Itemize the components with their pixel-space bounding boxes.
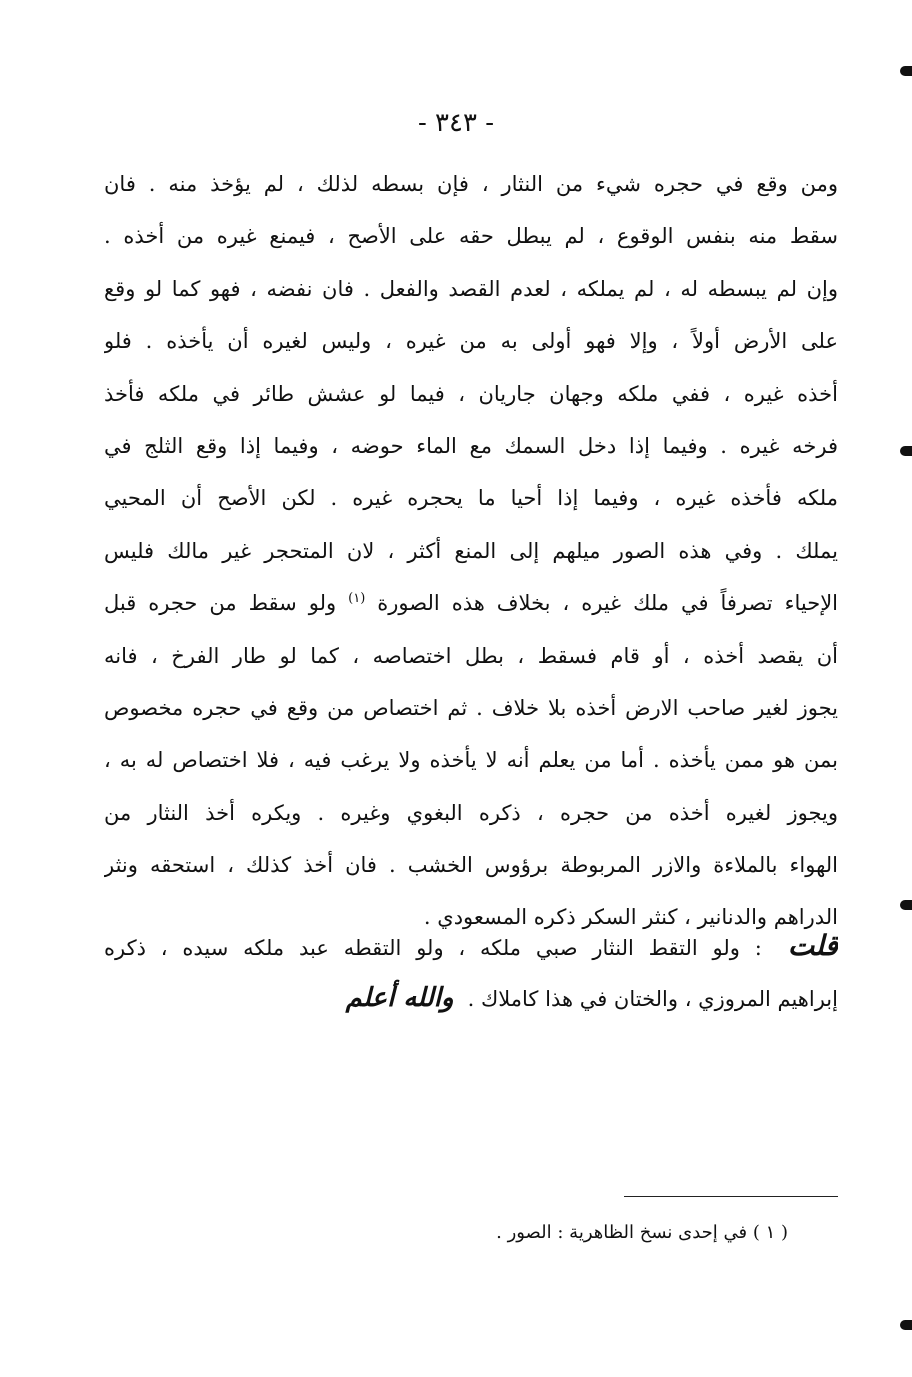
text-segment: : ولو التقط النثار صبي ملكه ، ولو التقطه عبد ملكه سيده ، ذكره bbox=[104, 936, 762, 960]
page-edge-mark bbox=[900, 446, 912, 456]
text-line: يجوز لغير صاحب الارض أخذه بلا خلاف . ثم اختصاص من وقع في حجره مخصوص bbox=[104, 695, 838, 720]
text-line: ويجوز لغيره أخذه من حجره ، ذكره البغوي وغيره . ويكره أخذ النثار من bbox=[104, 800, 838, 825]
closing-phrase: والله أعلم bbox=[345, 983, 454, 1014]
main-paragraph bbox=[104, 158, 838, 944]
text-line: أن يقصد أخذه ، أو قام فسقط ، بطل اختصاصه ، كما لو طار الفرخ ، فانه bbox=[104, 643, 838, 668]
footnote-reference[interactable]: (١) bbox=[348, 591, 366, 607]
text-line-with-footnote bbox=[104, 577, 838, 629]
page-edge-mark bbox=[900, 900, 912, 910]
text-line: الدراهم والدنانير ، كنثر السكر ذكره المسعودي . bbox=[423, 905, 838, 930]
text-line: أخذه غيره ، ففي ملكه وجهان جاريان ، فيما لو عشش طائر في ملكه فأخذ bbox=[104, 381, 838, 406]
text-line bbox=[104, 972, 838, 1024]
text-segment: ولو سقط من حجره قبل bbox=[104, 591, 349, 616]
footnote-divider bbox=[624, 1196, 838, 1197]
page-edge-mark bbox=[900, 66, 912, 76]
page-number: - ٣٤٣ - bbox=[417, 108, 495, 138]
text-line: على الأرض أولاً ، وإلا فهو أولى به من غيره ، وليس لغيره أن يأخذه . فلو bbox=[104, 329, 838, 354]
qult-paragraph bbox=[104, 920, 838, 1025]
text-line: ومن وقع في حجره شيء من النثار ، فإن بسطه لذلك ، لم يؤخذ منه . فان bbox=[104, 172, 838, 196]
text-line: يملك . وفي هذه الصور ميلهم إلى المنع أكثر ، لان المتحجر غير مالك فليس bbox=[104, 538, 838, 563]
text-segment: إبراهيم المروزي ، والختان في هذا كاملاك . bbox=[467, 987, 838, 1012]
text-segment: الإحياء تصرفاً في ملك غيره ، بخلاف هذه الصورة bbox=[377, 591, 838, 616]
text-line: بمن هو ممن يأخذه . أما من يعلم أنه لا يأخذه ولا يرغب فيه ، فلا اختصاص له به ، bbox=[104, 748, 838, 773]
page-edge-mark bbox=[900, 1320, 912, 1330]
qult-label: قلت bbox=[787, 929, 838, 962]
text-line: وإن لم يبسطه له ، لم يملكه ، لعدم القصد والفعل . فان نفضه ، فهو كما لو وقع bbox=[104, 276, 838, 301]
text-line bbox=[104, 920, 838, 972]
text-line: الهواء بالملاءة والازر المربوطة برؤوس الخشب . فان أخذ كذلك ، استحقه ونثر bbox=[104, 853, 838, 878]
text-line: فرخه غيره . وفيما إذا دخل السمك مع الماء حوضه ، وفيما إذا وقع الثلج في bbox=[104, 433, 838, 458]
text-line: ملكه فأخذه غيره ، وفيما إذا أحيا ما يحجره غيره . لكن الأصح أن المحيي bbox=[104, 486, 838, 511]
text-line: سقط منه بنفس الوقوع ، لم يبطل حقه على الأصح ، فيمنع غيره من أخذه . bbox=[104, 224, 838, 249]
footnote: ( ١ ) في إحدى نسخ الظاهرية : الصور . bbox=[496, 1222, 788, 1243]
